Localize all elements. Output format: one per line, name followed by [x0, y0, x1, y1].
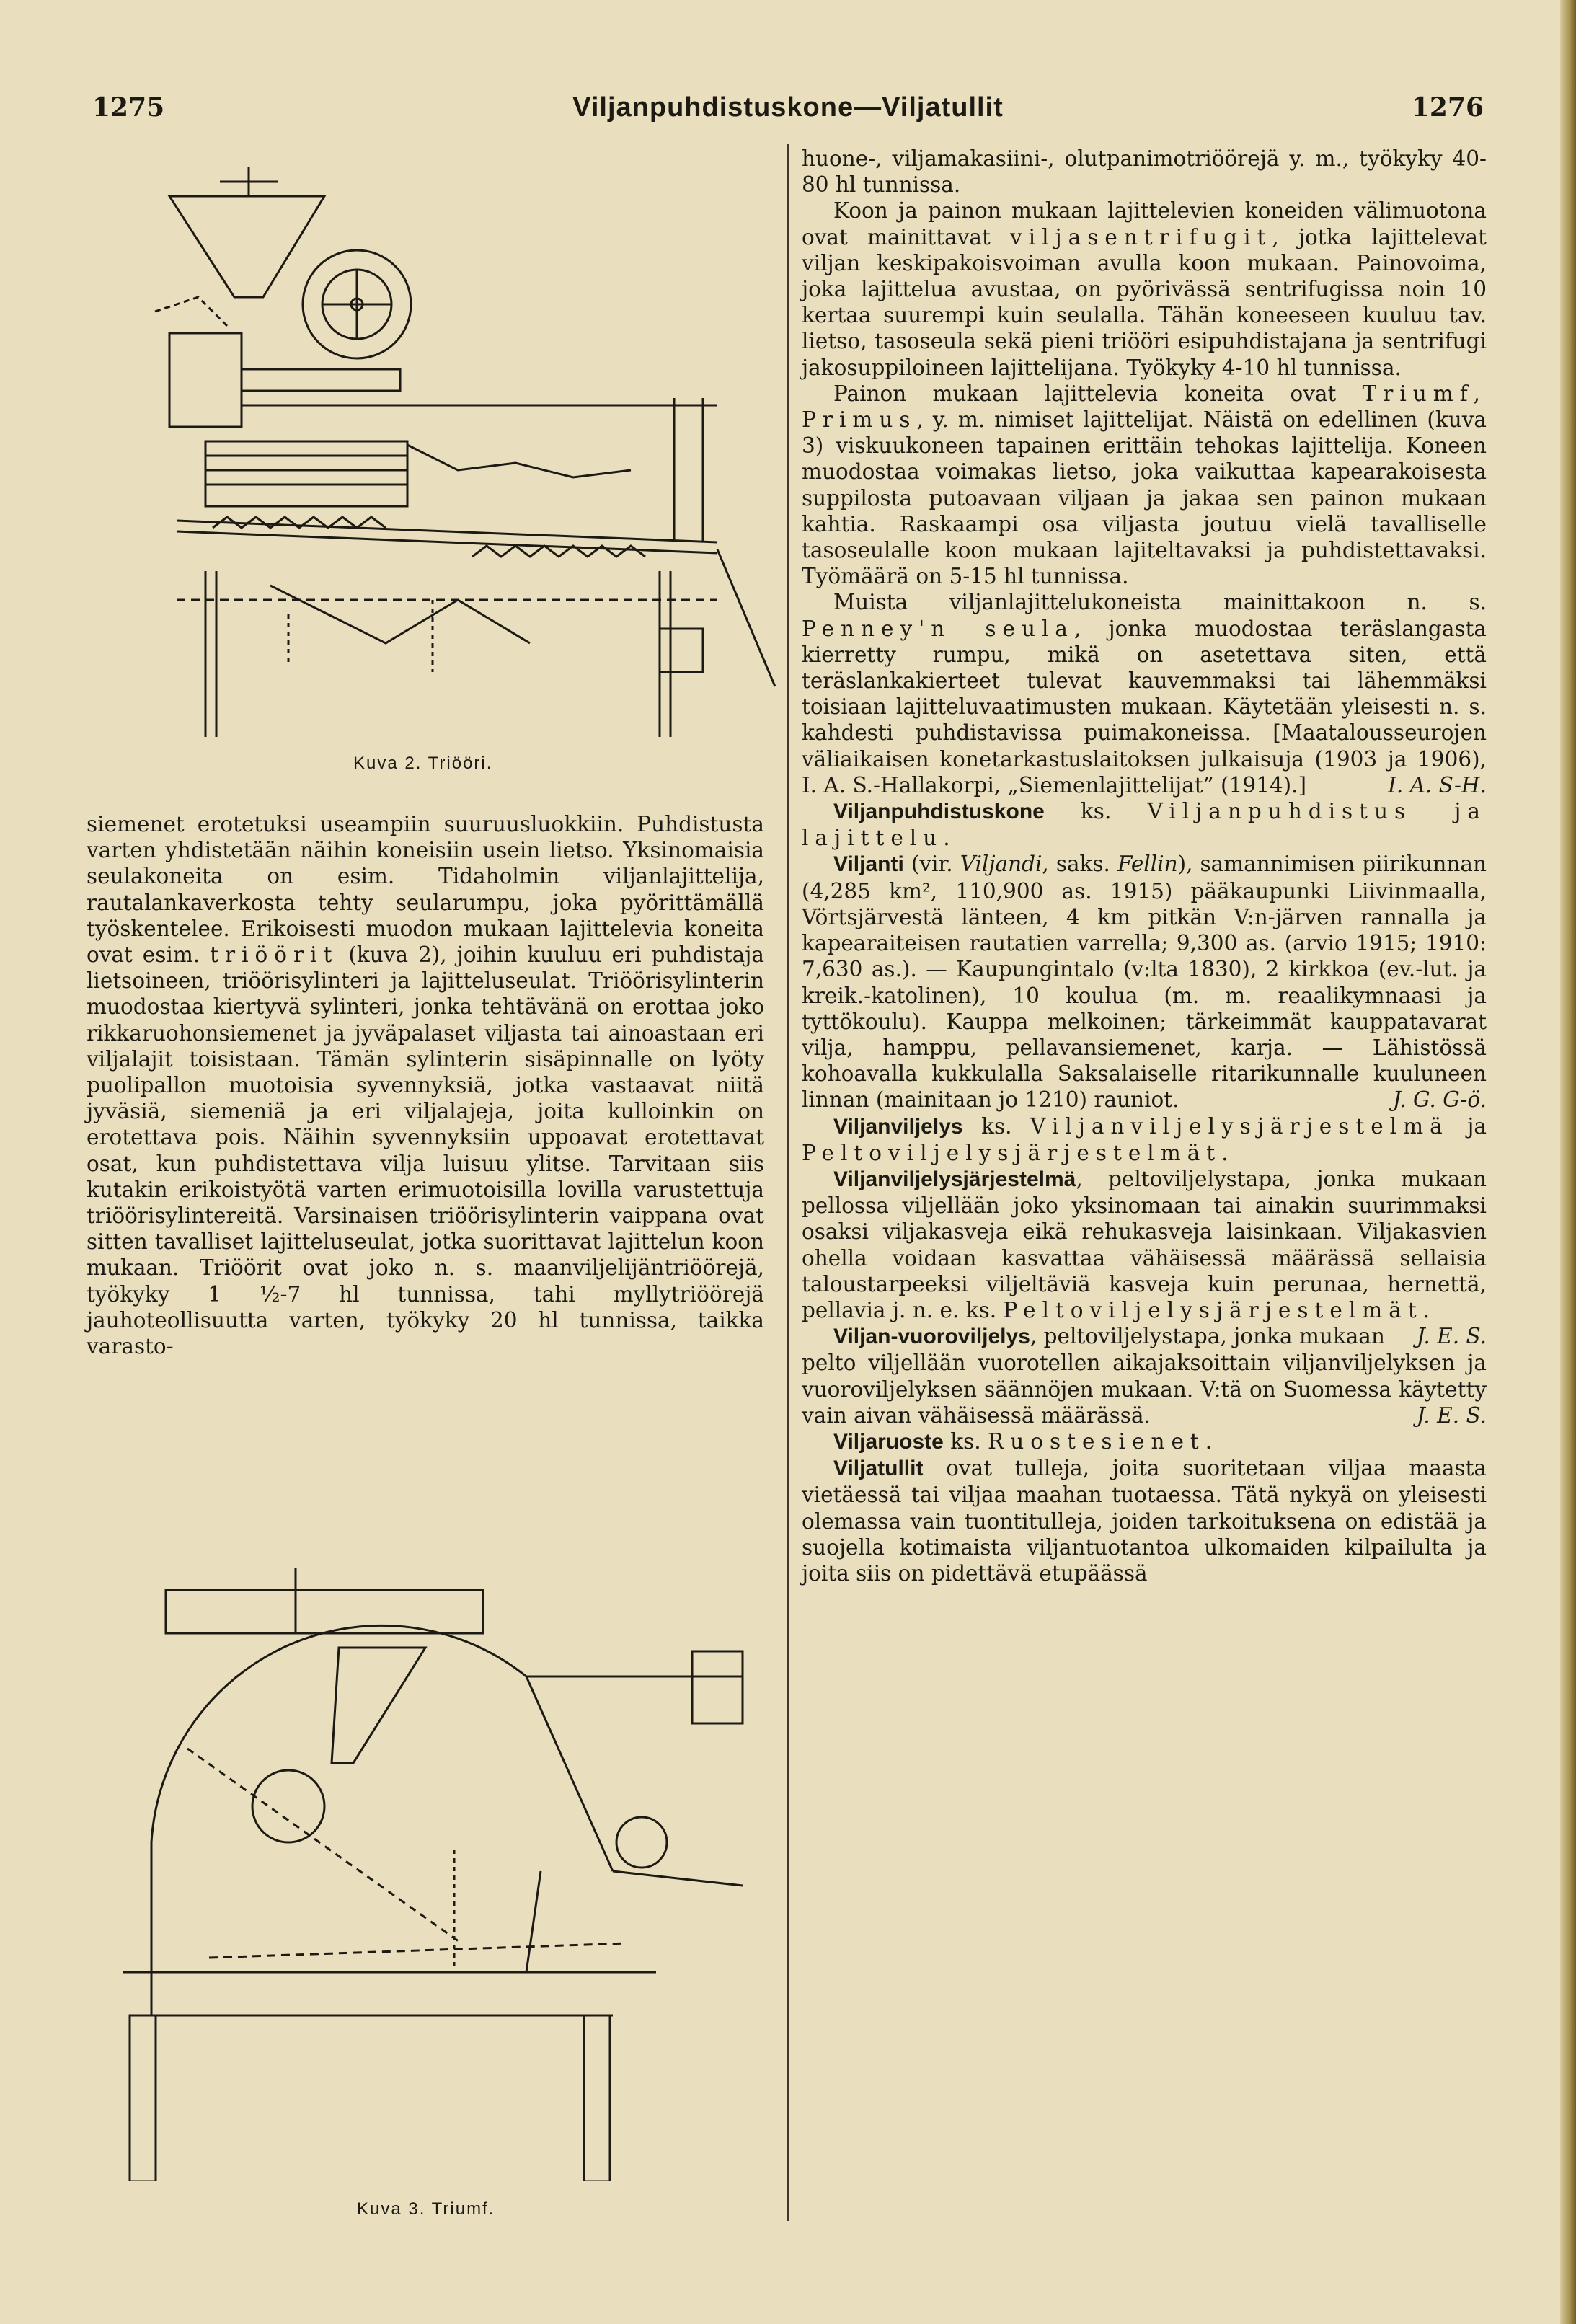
pipe-upper [242, 369, 400, 391]
entry-headword: Viljaruoste [833, 1429, 944, 1454]
figure-triumf [123, 1568, 779, 2181]
figure-triumf-caption: Kuva 3. Triumf. [357, 2199, 495, 2219]
paragraph [802, 381, 1487, 590]
sieve-top [407, 445, 631, 477]
frame-diag [526, 1676, 613, 1871]
paragraph [802, 198, 1487, 380]
entry-headword: Viljatullit [833, 1457, 924, 1481]
page-number-right: 1276 [1411, 92, 1484, 123]
page-header [0, 92, 1576, 136]
page-number-left: 1275 [92, 92, 165, 123]
air-path [187, 1749, 461, 1943]
left-column [87, 811, 764, 1359]
outlet-box [660, 629, 703, 672]
text-run: Koon ja painon mukaan lajittelevien koneiden välimuotona ovat mainittavat [802, 198, 1487, 249]
paragraph [802, 1323, 1487, 1428]
text-run: Peltoviljelysjärjestelmät [1003, 1297, 1423, 1322]
right-column [802, 146, 1487, 1586]
paragraph [802, 1455, 1487, 1586]
text-run: . [1422, 1297, 1430, 1322]
sieve-line [209, 1943, 627, 1958]
text-run: ks. [1044, 799, 1148, 824]
sieve-main [177, 521, 717, 542]
entry-headword: Viljanti [833, 852, 904, 877]
chute-lines [270, 586, 530, 643]
outlet-box [692, 1651, 743, 1723]
text-run: ja [1448, 1113, 1487, 1139]
paragraph [802, 1428, 1487, 1455]
paragraph [802, 1113, 1487, 1166]
paragraph [87, 811, 764, 1359]
pulley [616, 1817, 667, 1868]
entry-headword: Viljanviljelys [833, 1114, 963, 1139]
text-run: viljasentrifugit [1009, 224, 1272, 249]
text-run: huone-, viljamakasiini-, olutpanimotriöörejä y. m., työkyky 40-80 hl tunnissa. [802, 146, 1487, 198]
text-run: Ruostesienet [988, 1428, 1205, 1454]
figure-trioori [126, 167, 789, 737]
trioori-drawing [126, 167, 789, 737]
text-run: ks. [943, 1428, 988, 1454]
text-run: , peltoviljelystapa, jonka mukaan pelto viljellään vuorotellen aikajaksoittain viljanviljelyksen ja vuoroviljelyksen säännöjen mukaan. V:tä on Suomessa käytetty vain aivan vähäisessä määrässä. [802, 1324, 1487, 1428]
text-run: . [1205, 1428, 1213, 1454]
author-signature: I. A. S-H. [1388, 772, 1487, 798]
paragraph [802, 851, 1487, 1113]
text-run: (vir. [903, 852, 960, 877]
trioori-cylinder [205, 441, 407, 506]
entry-headword: Viljanviljelysjärjestelmä [833, 1167, 1076, 1191]
text-run: ), samannimisen piirikunnan (4,285 km², 110,900 as. 1915) pääkaupunki Liivinmaalla, Vörtsjärvestä länteen, 4 km pitkän V:n-järven rannalla ja kapearaiteisen rautatien varrella; 9,300 as. (arvio 1915; 1910: 7,630 as.). — Kaupungintalo (v:lta 1830), 2 kirkkoa (ev.-lut. ja kreik.-katolinen), 10 koulua (m. m. reaalikymnaasi ja tyttökoulu). Kauppa melkoinen; tärkeimmät kauppatavarat vilja, hamppu, pellavansiemenet, karja. — Lähistössä kohoavalla kukkulalla Saksalaiselle ritarikunnalle kuuluneen linnan (mainitaan jo 1210) rauniot. [802, 852, 1487, 1113]
text-run: Viljanviljelysjärjestelmä [1030, 1113, 1449, 1139]
text-run: , jotka lajittelevat viljan keskipakoisvoiman avulla koon mukaan. Painovoima, joka lajittelua avustaa, on pyörivässä sentrifugissa noin 10 kertaa suurempi kuin seulalla. Tähän koneeseen kuuluu tav. lietso, tasoseula sekä pieni triööri esipuhdistajana ja sentrifugi jakosuppiloineen lajittelijana. Työkyky 4-10 hl tunnissa. [802, 224, 1487, 380]
paragraph [802, 589, 1487, 798]
text-run: Viljandi [960, 852, 1042, 877]
paragraph [802, 146, 1487, 198]
text-run: triöörit [210, 942, 339, 968]
text-run: , peltoviljelystapa, jonka mukaan pellossa viljellään joko yksinomaan tai ainakin suurimmaksi osaksi viljakasveja eikä rehukasveja laisinkaan. Viljakasvien ohella voidaan kasvattaa vähäisessä määrässä sellaisia taloustarpeeksi viljeltäviä kasveja kuin perunaa, hernettä, pellavia j. n. e. ks. [802, 1166, 1487, 1322]
text-run: Penney'n seula [802, 616, 1074, 641]
text-run: Triumf, Primus [802, 381, 1487, 433]
leg-right [584, 2015, 610, 2181]
text-run: ks. [962, 1113, 1031, 1139]
sieve-arm [613, 1871, 743, 1886]
text-run: (kuva 2), joihin kuuluu eri puhdistaja lietsoineen, triöörisylinteri ja lajitteluseulat. Triöörisylinterin muodostaa kiertyvä sylinteri, jonka tehtävänä on erottaa joko rikkaruohonsiemenet ja jyväpalaset viljasta tai ainoastaan eri viljalajit toisistaan. Tämän sylinterin sisäpinnalle on lyöty puolipallon muotoisia syvennyksiä, jotka vastaavat niitä jyväsiä, siemeniä ja eri viljalajeja, joita kulloinkin on erotettava pois. Näihin syvennyksiin uppoavat erotettavat osat, kun puhdistettava vilja luisuu ylitse. Tarvitaan siis kutakin erikoistyötä varten erimuotoisilla lovilla varustettuja triöörisylintereitä. Varsinaisen triöörisylinterin vaippana ovat sitten tavalliset lajitteluseulat, jotka suorittavat lajittelun koon mukaan. Triöörit ovat joko n. s. maanviljelijäntriöörejä, työkyky 1 ½-7 hl tunnissa, tahi myllytriöörejä jauhoteollisuutta varten, työkyky 20 hl tunnissa, taikka varasto- [87, 942, 764, 1359]
hopper [169, 196, 324, 297]
text-run: , jonka muodostaa teräslangasta kierretty rumpu, mikä on asetettava siten, että teräslankakierteet tulevat kauvemmaksi tai lähemmäksi toisiaan lajitteluvaatimusten mukaan. Käytetään yleisesti n. s. kahdesti puhdistavissa puimakoneissa. [Maatalousseurojen väliaikaisen konetarkastuslaitoksen julkaisuja (1903 ja 1906), I. A. S.-Hallakorpi, „Siemenlajittelijat” (1914).] [802, 616, 1487, 798]
author-signature: J. E. S. [1416, 1402, 1487, 1428]
figure-trioori-caption: Kuva 2. Triööri. [353, 754, 493, 773]
feed-chute [332, 1648, 425, 1763]
text-run: ovat tulleja, joita suoritetaan viljaa maasta vietäessä tai viljaa maahan tuotaessa. Tätä nykyä on yleisesti olemassa vain tuontitulleja, joiden tarkoituksena on edistää ja suojella kotimaista viljantuotantoa ulkomaiden kilpailulta ja joita siis on pidettävä etupäässä [802, 1456, 1487, 1586]
entry-headword: Viljanpuhdistuskone [833, 800, 1045, 824]
author-signature: J. G. G-ö. [1392, 1087, 1487, 1113]
text-run: . [943, 826, 950, 851]
entry-headword: Viljan-vuoroviljelys [833, 1325, 1030, 1349]
running-head: Viljanpuhdistuskone—Viljatullit [572, 92, 1004, 123]
text-run: . [1221, 1140, 1229, 1165]
page-edge [1560, 0, 1576, 2324]
text-run: siemenet erotetuksi useampiin suuruusluokkiin. Puhdistusta varten yhdistetään näihin koneisiin usein lietso. Yksinomaisia seulakoneita on esim. Tidaholmin viljanlajittelija, rautalankaverkosta tehty seularumpu, joka pyörittämällä työskentelee. Erikoisesti muodon mukaan lajittelevia koneita ovat esim. [87, 812, 764, 968]
fan-hub [252, 1770, 324, 1842]
triumf-drawing [123, 1568, 779, 2181]
paragraph [802, 798, 1487, 851]
text-run: Painon mukaan lajittelevia koneita ovat [833, 381, 1363, 406]
leg-brace [717, 549, 775, 686]
hopper-top [166, 1590, 483, 1633]
leg-left [130, 2015, 156, 2181]
text-run: Fellin [1117, 852, 1178, 877]
text-run: , saks. [1042, 852, 1117, 877]
gear-housing [169, 333, 242, 427]
author-signature: J. E. S. [1416, 1324, 1487, 1349]
text-run: Peltoviljelysjärjestelmät [802, 1140, 1222, 1165]
text-run: Muista viljanlajittelukoneista mainittakoon n. s. [833, 590, 1487, 615]
text-run: , y. m. nimiset lajittelijat. Näistä on edellinen (kuva 3) viskuukoneen tapainen erittäin tehokas lajittelija. Koneen muodostaa voimakas lietso, joka vaikuttaa kapearakoisesta suppilosta putoavaan viljaan ja jakaa sen painon mukaan kahtia. Raskaampi osa viljasta joutuu vielä tavalliselle tasoseulalle koon mukaan lajiteltavaksi ja puhdistettavaksi. Työmäärä on 5-15 hl tunnissa. [802, 407, 1487, 589]
text-run: Viljanpuhdistus ja lajittelu [802, 799, 1487, 851]
